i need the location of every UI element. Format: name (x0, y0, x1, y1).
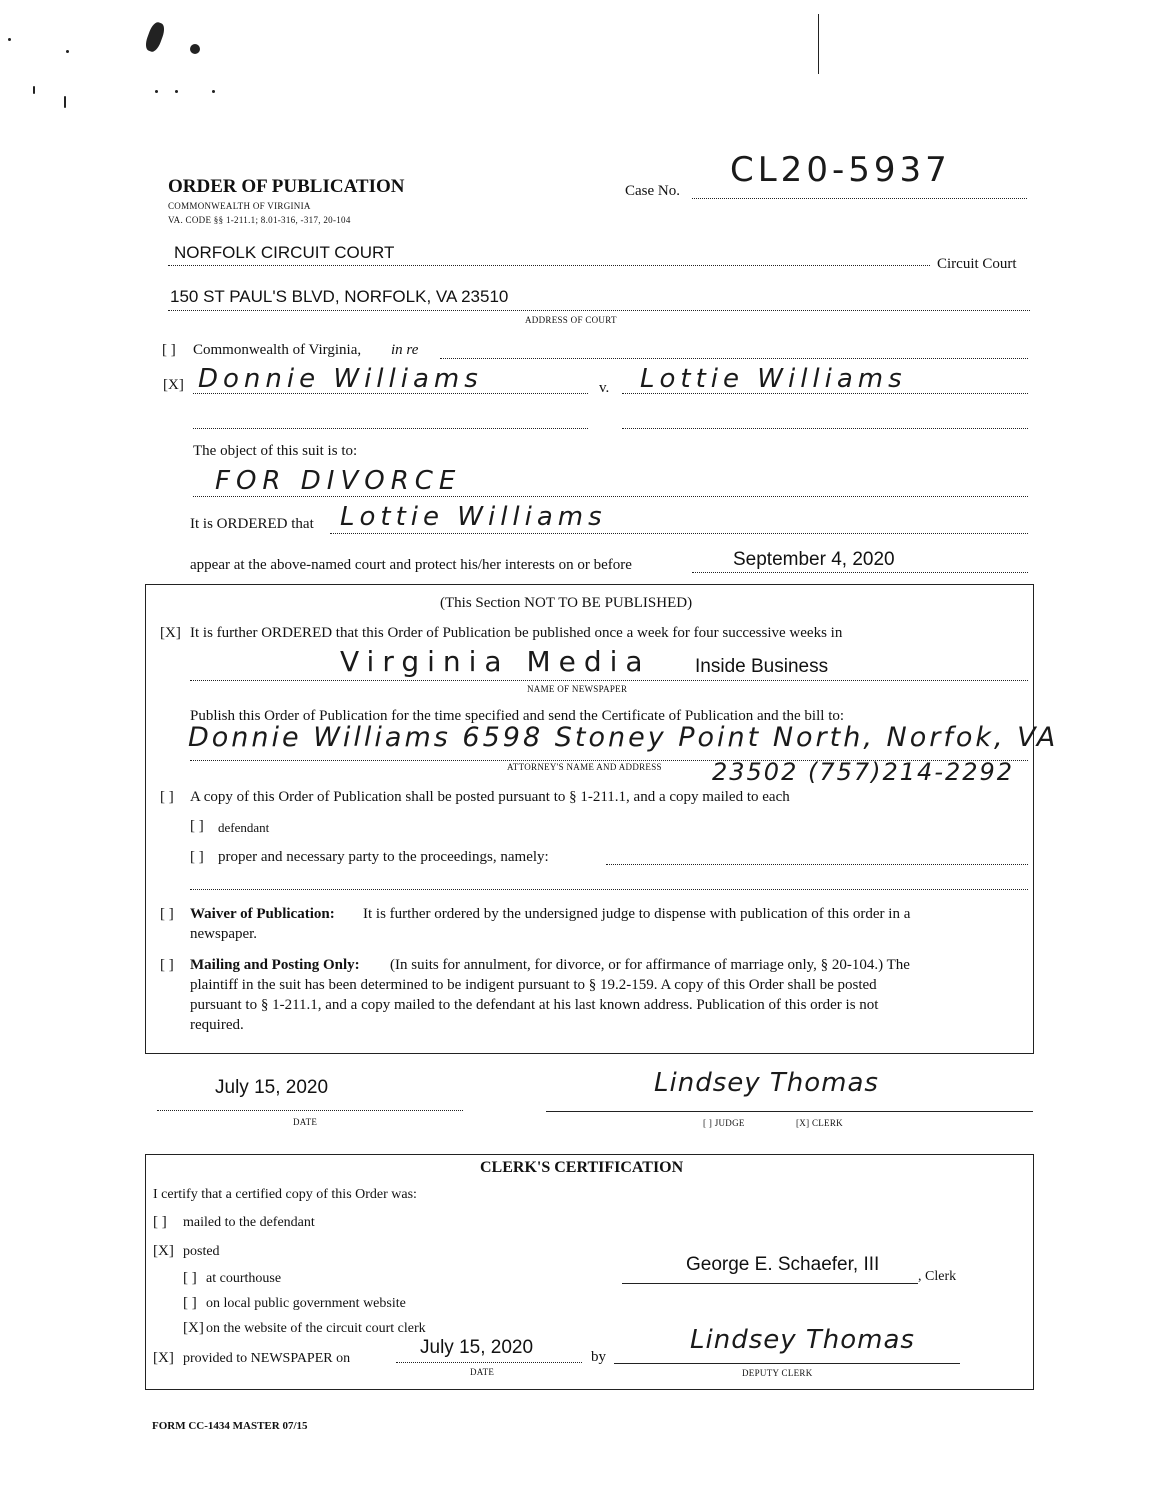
scan-speck (155, 90, 158, 93)
form-code-reference: VA. CODE §§ 1-211.1; 8.01-316, -317, 20-104 (168, 215, 351, 225)
object-value[interactable]: FOR DIVORCE (215, 466, 462, 496)
mailing-bold: Mailing and Posting Only: (190, 957, 360, 973)
address-caption: ADDRESS OF COURT (525, 315, 617, 325)
case-number-label: Case No. (625, 183, 680, 199)
ordered-line (330, 533, 1028, 534)
website-checkbox[interactable]: [ ] (183, 1295, 197, 1311)
court-name-line (168, 265, 930, 266)
plaintiff-line (193, 393, 588, 394)
waiver-text-1: It is further ordered by the undersigned judge to dispense with publication of this order in a (363, 906, 911, 922)
signature-date-line (157, 1110, 463, 1111)
waiver-checkbox[interactable]: [ ] (160, 906, 174, 922)
newspaper-handwritten[interactable]: Virginia Media (340, 645, 651, 678)
case-number-value[interactable]: CL20-5937 (730, 150, 951, 190)
party-label: proper and necessary party to the proceedings, namely: (218, 849, 549, 865)
attorney-address-line1[interactable]: Donnie Williams 6598 Stoney Point North, Norfok, VA (188, 722, 1059, 753)
deputy-clerk-line (614, 1363, 960, 1364)
scan-speck (8, 38, 11, 41)
scan-speck (143, 21, 166, 54)
form-title: ORDER OF PUBLICATION (168, 176, 405, 197)
party-line-2 (190, 889, 1028, 890)
defendant-line-2 (622, 428, 1028, 429)
mailing-text-4: required. (190, 1017, 244, 1033)
attorney-caption: ATTORNEY'S NAME AND ADDRESS (507, 762, 662, 772)
court-suffix: Circuit Court (937, 256, 1017, 272)
scan-speck (212, 90, 215, 93)
appear-line (692, 572, 1028, 573)
newspaper-provided-date[interactable]: July 15, 2020 (420, 1337, 534, 1358)
website-label: on local public government website (206, 1296, 406, 1311)
commonwealth-checkbox[interactable]: [ ] (162, 342, 176, 358)
posted-text: A copy of this Order of Publication shall be posted pursuant to § 1-211.1, and a copy mailed to each (190, 789, 790, 805)
posted-checkbox[interactable]: [ ] (160, 789, 174, 805)
appear-date[interactable]: September 4, 2020 (733, 549, 895, 570)
newspaper-provided-label: provided to NEWSPAPER on (183, 1351, 351, 1366)
clerk-cert-heading: CLERK'S CERTIFICATION (480, 1159, 684, 1176)
scan-speck (66, 50, 69, 53)
cert-posted-label: posted (183, 1244, 220, 1259)
signature-date[interactable]: July 15, 2020 (215, 1077, 329, 1098)
party-checkbox[interactable]: [ ] (190, 849, 204, 865)
form-number: FORM CC-1434 MASTER 07/15 (152, 1420, 308, 1432)
mailed-label: mailed to the defendant (183, 1215, 315, 1230)
judge-clerk-signature[interactable]: Lindsey Thomas (654, 1068, 879, 1098)
plaintiff-line-2 (193, 428, 588, 429)
newspaper-line (190, 680, 1028, 681)
clerk-name[interactable]: George E. Schaefer, III (686, 1254, 880, 1275)
circuit-website-checkbox[interactable]: [X] (183, 1320, 204, 1336)
judge-checkbox-label[interactable]: [ ] JUDGE (703, 1118, 745, 1128)
mailed-checkbox[interactable]: [ ] (153, 1214, 167, 1230)
attorney-address-line2[interactable]: 23502 (757)214-2292 (712, 758, 1015, 786)
in-re-label: in re (391, 342, 419, 358)
unpublished-heading: (This Section NOT TO BE PUBLISHED) (440, 595, 693, 611)
object-label: The object of this suit is to: (193, 443, 358, 459)
plaintiff-name[interactable]: Donnie Williams (198, 364, 483, 394)
courthouse-label: at courthouse (206, 1271, 282, 1286)
clerk-checkbox-label[interactable]: [X] CLERK (796, 1118, 843, 1128)
ordered-party[interactable]: Lottie Williams (340, 502, 607, 532)
mailing-checkbox[interactable]: [ ] (160, 957, 174, 973)
cert-posted-checkbox[interactable]: [X] (153, 1243, 174, 1259)
newspaper-typed[interactable]: Inside Business (695, 656, 829, 677)
newspaper-provided-date-caption: DATE (470, 1367, 495, 1377)
scan-speck (33, 86, 35, 94)
clerk-name-line (622, 1283, 918, 1284)
clerk-suffix: , Clerk (918, 1269, 957, 1284)
commonwealth-line (440, 358, 1028, 359)
waiver-bold: Waiver of Publication: (190, 906, 335, 922)
parties-checkbox[interactable]: [X] (163, 377, 184, 393)
scan-speck (175, 90, 178, 93)
mailing-text-3: pursuant to § 1-211.1, and a copy mailed to the defendant at his last known address. Publication of this order is not (190, 997, 879, 1013)
court-address[interactable]: 150 ST PAUL'S BLVD, NORFOLK, VA 23510 (170, 287, 509, 306)
commonwealth-label: Commonwealth of Virginia, (193, 342, 362, 358)
send-text: Publish this Order of Publication for the time specified and send the Certificate of Publication and the bill to: (190, 708, 845, 724)
mailing-text-2: plaintiff in the suit has been determined to be indigent pursuant to § 19.2-159. A copy of this Order shall be posted (190, 977, 877, 993)
court-name[interactable]: NORFOLK CIRCUIT COURT (174, 243, 395, 262)
judge-clerk-line (546, 1111, 1033, 1112)
deputy-clerk-signature[interactable]: Lindsey Thomas (690, 1325, 915, 1355)
scan-speck (64, 96, 66, 108)
mailing-text-1: (In suits for annulment, for divorce, or for affirmance of marriage only, § 20-104.) The (390, 957, 910, 973)
signature-date-caption: DATE (293, 1117, 318, 1127)
ordered-label: It is ORDERED that (190, 516, 314, 532)
newspaper-provided-date-line (396, 1362, 582, 1363)
form-subtitle: COMMONWEALTH OF VIRGINIA (168, 201, 311, 211)
defendant-option-label: defendant (218, 820, 270, 835)
waiver-text-2: newspaper. (190, 926, 258, 942)
publish-text: It is further ORDERED that this Order of Publication be published once a week for four successive weeks in (190, 625, 843, 641)
case-number-line (692, 198, 1027, 199)
clerk-cert-intro: I certify that a certified copy of this Order was: (153, 1187, 417, 1202)
party-line (606, 864, 1028, 865)
defendant-checkbox[interactable]: [ ] (190, 818, 204, 834)
scan-speck (818, 14, 819, 74)
object-line (193, 496, 1028, 497)
court-address-line (168, 310, 1030, 311)
appear-text: appear at the above-named court and protect his/her interests on or before (190, 557, 632, 573)
publish-checkbox[interactable]: [X] (160, 625, 181, 641)
newspaper-provided-checkbox[interactable]: [X] (153, 1350, 174, 1366)
courthouse-checkbox[interactable]: [ ] (183, 1270, 197, 1286)
newspaper-caption: NAME OF NEWSPAPER (527, 684, 628, 694)
by-label: by (591, 1349, 606, 1365)
circuit-website-label: on the website of the circuit court clerk (206, 1321, 426, 1336)
defendant-name[interactable]: Lottie Williams (640, 364, 907, 394)
versus-label: v. (599, 380, 610, 396)
deputy-clerk-caption: DEPUTY CLERK (742, 1368, 813, 1378)
defendant-line (622, 393, 1028, 394)
scan-speck (190, 44, 200, 54)
